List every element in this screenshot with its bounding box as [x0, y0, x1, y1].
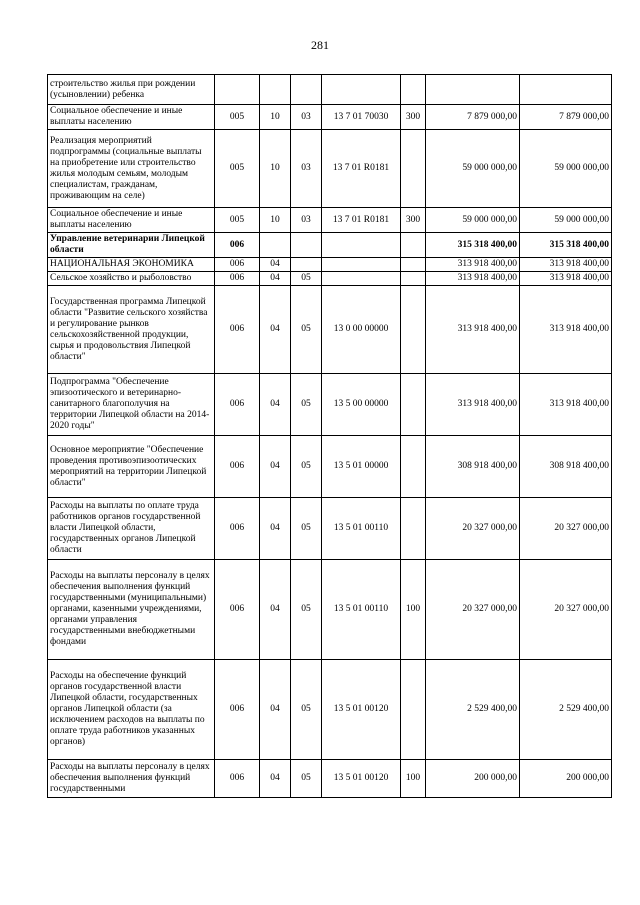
cell-pr: 03 [291, 105, 322, 130]
cell-sum-2: 200 000,00 [520, 760, 612, 798]
cell-pr: 03 [291, 130, 322, 208]
cell-name: Реализация мероприятий подпрограммы (социальные выплаты на приобретение или строительство жилья молодым семьям, молодым специалистам, гражданам, проживающим на селе) [48, 130, 215, 208]
cell-vr [401, 130, 426, 208]
cell-rz: 04 [260, 660, 291, 760]
cell-csr: 13 5 01 00120 [322, 760, 401, 798]
cell-sum-2: 313 918 400,00 [520, 374, 612, 436]
cell-csr: 13 5 00 00000 [322, 374, 401, 436]
cell-pr: 03 [291, 208, 322, 233]
cell-csr [322, 258, 401, 272]
table-row [48, 75, 612, 105]
table-row [48, 560, 612, 660]
cell-csr: 13 7 01 70030 [322, 105, 401, 130]
cell-pr: 05 [291, 560, 322, 660]
cell-rz: 04 [260, 760, 291, 798]
cell-csr: 13 0 00 00000 [322, 286, 401, 374]
cell-pr: 05 [291, 436, 322, 498]
cell-rz: 10 [260, 208, 291, 233]
table-row [48, 760, 612, 798]
table-row [48, 272, 612, 286]
cell-rz [260, 233, 291, 258]
cell-name: Подпрограмма "Обеспечение эпизоотического и ветеринарно-санитарного благополучия на территории Липецкой области на 2014-2020 годы" [48, 374, 215, 436]
cell-name: строительство жилья при рождении (усыновлении) ребенка [48, 75, 215, 105]
table-row [48, 286, 612, 374]
cell-vr: 300 [401, 208, 426, 233]
cell-name: Основное мероприятие "Обеспечение проведения противоэпизоотических мероприятий на территории Липецкой области" [48, 436, 215, 498]
cell-vr [401, 374, 426, 436]
cell-vr [401, 436, 426, 498]
cell-ved: 006 [215, 258, 260, 272]
cell-sum-1: 315 318 400,00 [426, 233, 520, 258]
cell-vr: 100 [401, 760, 426, 798]
cell-sum-2 [520, 75, 612, 105]
cell-sum-2: 308 918 400,00 [520, 436, 612, 498]
table-row [48, 374, 612, 436]
cell-sum-1: 200 000,00 [426, 760, 520, 798]
cell-sum-2: 7 879 000,00 [520, 105, 612, 130]
cell-sum-1: 20 327 000,00 [426, 560, 520, 660]
cell-rz: 04 [260, 498, 291, 560]
cell-csr [322, 233, 401, 258]
cell-sum-2: 20 327 000,00 [520, 560, 612, 660]
cell-pr [291, 233, 322, 258]
cell-ved: 006 [215, 560, 260, 660]
cell-name: Социальное обеспечение и иные выплаты населению [48, 105, 215, 130]
cell-name: Управление ветеринарии Липецкой области [48, 233, 215, 258]
cell-vr [401, 258, 426, 272]
table-row [48, 498, 612, 560]
cell-pr: 05 [291, 272, 322, 286]
cell-vr [401, 498, 426, 560]
cell-pr [291, 258, 322, 272]
cell-rz: 04 [260, 272, 291, 286]
cell-pr: 05 [291, 286, 322, 374]
cell-ved: 005 [215, 105, 260, 130]
cell-rz [260, 75, 291, 105]
cell-sum-1: 20 327 000,00 [426, 498, 520, 560]
cell-rz: 10 [260, 130, 291, 208]
cell-name: НАЦИОНАЛЬНАЯ ЭКОНОМИКА [48, 258, 215, 272]
table-row [48, 233, 612, 258]
cell-sum-2: 313 918 400,00 [520, 286, 612, 374]
cell-sum-1: 313 918 400,00 [426, 258, 520, 272]
cell-sum-1: 7 879 000,00 [426, 105, 520, 130]
cell-sum-1: 313 918 400,00 [426, 286, 520, 374]
cell-csr: 13 5 01 00110 [322, 560, 401, 660]
cell-vr [401, 272, 426, 286]
cell-rz: 04 [260, 286, 291, 374]
cell-ved: 006 [215, 660, 260, 760]
cell-sum-2: 59 000 000,00 [520, 130, 612, 208]
cell-ved: 006 [215, 436, 260, 498]
cell-sum-1: 308 918 400,00 [426, 436, 520, 498]
cell-sum-2: 59 000 000,00 [520, 208, 612, 233]
cell-ved: 005 [215, 208, 260, 233]
cell-sum-1: 2 529 400,00 [426, 660, 520, 760]
table-row [48, 105, 612, 130]
cell-sum-1 [426, 75, 520, 105]
cell-sum-2: 2 529 400,00 [520, 660, 612, 760]
cell-name: Социальное обеспечение и иные выплаты населению [48, 208, 215, 233]
cell-sum-1: 59 000 000,00 [426, 208, 520, 233]
cell-name: Расходы на выплаты персоналу в целях обеспечения выполнения функций государственными [48, 760, 215, 798]
cell-csr: 13 5 01 00120 [322, 660, 401, 760]
table-row [48, 130, 612, 208]
cell-vr [401, 233, 426, 258]
cell-vr [401, 75, 426, 105]
cell-sum-1: 313 918 400,00 [426, 272, 520, 286]
cell-pr: 05 [291, 498, 322, 560]
cell-csr [322, 75, 401, 105]
cell-sum-2: 20 327 000,00 [520, 498, 612, 560]
cell-rz: 04 [260, 258, 291, 272]
table-body [48, 75, 612, 798]
cell-sum-1: 59 000 000,00 [426, 130, 520, 208]
cell-ved: 006 [215, 272, 260, 286]
page-number: 281 [311, 38, 329, 52]
cell-name: Расходы на выплаты персоналу в целях обеспечения выполнения функций государственными (муниципальными) органами, казенными учреждениями, органами управления государственными внебюджетными фондами [48, 560, 215, 660]
cell-ved [215, 75, 260, 105]
cell-name: Расходы на выплаты по оплате труда работников органов государственной власти Липецкой области, государственных органов Липецкой области [48, 498, 215, 560]
cell-vr [401, 286, 426, 374]
cell-vr: 300 [401, 105, 426, 130]
cell-name: Государственная программа Липецкой области "Развитие сельского хозяйства и регулирование рынков сельскохозяйственной продукции, сырья и продовольствия Липецкой области" [48, 286, 215, 374]
cell-sum-2: 313 918 400,00 [520, 258, 612, 272]
cell-name: Сельское хозяйство и рыболовство [48, 272, 215, 286]
table-row [48, 208, 612, 233]
table-row [48, 660, 612, 760]
cell-ved: 006 [215, 374, 260, 436]
table-row [48, 436, 612, 498]
cell-ved: 006 [215, 760, 260, 798]
cell-pr [291, 75, 322, 105]
cell-pr: 05 [291, 660, 322, 760]
cell-pr: 05 [291, 374, 322, 436]
cell-pr: 05 [291, 760, 322, 798]
table-row [48, 258, 612, 272]
cell-vr: 100 [401, 560, 426, 660]
cell-rz: 04 [260, 436, 291, 498]
cell-vr [401, 660, 426, 760]
cell-sum-2: 315 318 400,00 [520, 233, 612, 258]
cell-csr: 13 7 01 R0181 [322, 130, 401, 208]
cell-csr: 13 5 01 00110 [322, 498, 401, 560]
cell-ved: 006 [215, 233, 260, 258]
cell-sum-2: 313 918 400,00 [520, 272, 612, 286]
cell-ved: 006 [215, 498, 260, 560]
cell-ved: 005 [215, 130, 260, 208]
cell-rz: 04 [260, 560, 291, 660]
cell-csr: 13 5 01 00000 [322, 436, 401, 498]
cell-csr [322, 272, 401, 286]
cell-rz: 10 [260, 105, 291, 130]
cell-rz: 04 [260, 374, 291, 436]
cell-sum-1: 313 918 400,00 [426, 374, 520, 436]
cell-name: Расходы на обеспечение функций органов государственной власти Липецкой области, государственных органов Липецкой области (за исключением расходов на выплаты по оплате труда работников указанных органов) [48, 660, 215, 760]
cell-ved: 006 [215, 286, 260, 374]
budget-table [47, 74, 612, 798]
cell-csr: 13 7 01 R0181 [322, 208, 401, 233]
